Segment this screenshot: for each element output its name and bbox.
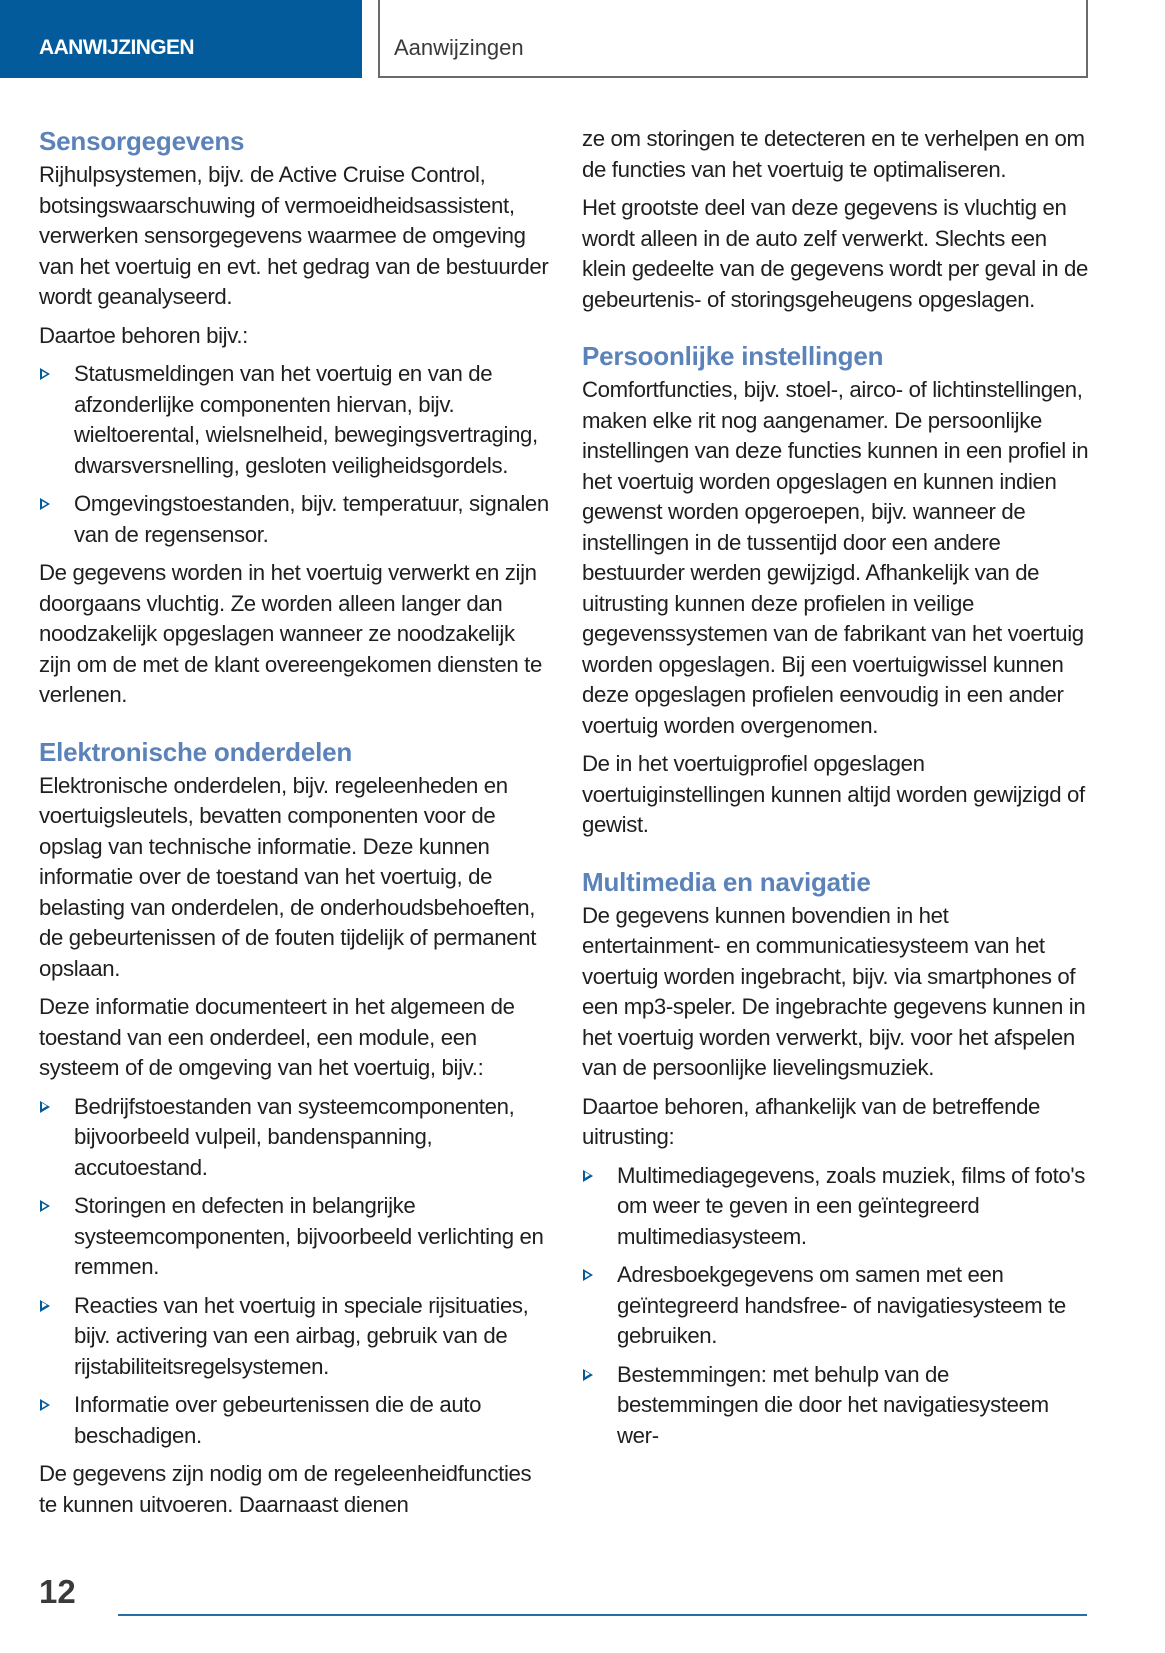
section-title: Aanwijzingen [394, 35, 524, 60]
list-item: Reacties van het voertuig in speciale rijsituaties, bijv. activering van een airbag, gebruik van de rijstabiliteitsregelsystemen. [39, 1291, 549, 1383]
paragraph: Het grootste deel van deze gegevens is vluchtig en wordt alleen in de auto zelf verwerkt. Slechts een klein gedeelte van de gegevens wordt per geval in de gebeurtenis- of storingsgeheugens opgeslagen. [582, 195, 1089, 312]
triangle-bullet-icon [40, 368, 50, 380]
triangle-bullet-icon [40, 1399, 50, 1411]
section-title-box [378, 0, 1088, 78]
list-item: Adresboekgegevens om samen met een geïntegreerd handsfree- of navigatiesysteem te gebruiken. [582, 1260, 1092, 1352]
list-item: Storingen en defecten in belangrijke systeemcomponenten, bijvoorbeeld verlichting en remmen. [39, 1191, 549, 1283]
footer-divider [118, 1614, 1087, 1616]
paragraph: Elektronische onderdelen, bijv. regeleenheden en voertuigsleutels, bevatten componenten voor de opslag van technische informatie. Deze kunnen informatie over de toestand van het voertuig, de belasting van onderdelen, de onderhoudsbehoeften, de gebeurtenissen of de fouten tijdelijk of permanent opslaan. [39, 772, 537, 981]
paragraph: Rijhulpsystemen, bijv. de Active Cruise Control, botsingswaarschuwing of vermoeidheidsassistent, verwerken sensorgegevens waarmee de omgeving van het voertuig en evt. het gedrag van de bestuurder wordt geanalyseerd. [39, 162, 549, 309]
paragraph: Daartoe behoren, afhankelijk van de betreffende uitrusting: [582, 1093, 1041, 1149]
paragraph: De gegevens zijn nodig om de regeleenheidfuncties te kunnen uitvoeren. Daarnaast dienen [39, 1461, 532, 1517]
list-item: Statusmeldingen van het voertuig en van de afzonderlijke componenten hiervan, bijv. wieltoerental, wielsnelheid, bewegingsvertraging, dwarsversnelling, gesloten veiligheidsgordels. [39, 359, 549, 481]
triangle-bullet-icon [583, 1269, 593, 1281]
bullet-list [39, 359, 549, 550]
heading-persoonlijke-instellingen: Persoonlijke instellingen [582, 341, 884, 371]
page-number: 12 [39, 1573, 76, 1610]
triangle-bullet-icon [583, 1369, 593, 1381]
left-column [39, 124, 549, 1528]
list-item: Multimediagegevens, zoals muziek, films of foto's om weer te geven in een geïntegreerd multimediasysteem. [582, 1161, 1092, 1253]
triangle-bullet-icon [40, 1300, 50, 1312]
right-column [582, 124, 1092, 1459]
heading-sensorgegevens: Sensorgegevens [39, 126, 245, 156]
triangle-bullet-icon [40, 498, 50, 510]
paragraph: Deze informatie documenteert in het algemeen de toestand van een onderdeel, een module, een systeem of de omgeving van het voertuig, bijv.: [39, 994, 515, 1080]
heading-multimedia-en-navigatie: Multimedia en navigatie [582, 866, 871, 897]
heading-elektronische-onderdelen: Elektronische onderdelen [39, 736, 353, 767]
paragraph: Comfortfuncties, bijv. stoel-, airco- of lichtinstellingen, maken elke rit nog aangenamer. De persoonlijke instellingen van deze functies kunnen in een profiel in het voertuig worden opgeslagen en kunnen indien gewenst worden opgeroepen, bijv. wanneer de instellingen in de tussentijd door een andere bestuurder werden gewijzigd. Afhankelijk van de uitrusting kunnen deze profielen in veilige gegevenssystemen van de fabrikant van het voertuig worden opgeslagen. Bij een voertuigwissel kunnen deze opgeslagen profielen eenvoudig in een ander voertuig worden overgenomen. [582, 377, 1089, 738]
paragraph: ze om storingen te detecteren en te verhelpen en om de functies van het voertuig te optimaliseren. [582, 126, 1085, 182]
list-item: Bedrijfstoestanden van systeemcomponenten, bijvoorbeeld vulpeil, bandenspanning, accutoestand. [39, 1092, 549, 1184]
bullet-list [582, 1161, 1092, 1452]
triangle-bullet-icon [40, 1101, 50, 1113]
paragraph: De gegevens worden in het voertuig verwerkt en zijn doorgaans vluchtig. Ze worden alleen langer dan noodzakelijk opgeslagen wanneer ze noodzakelijk zijn om de met de klant overeengekomen diensten te verlenen. [39, 560, 542, 707]
triangle-bullet-icon [40, 1200, 50, 1212]
paragraph: Daartoe behoren bijv.: [39, 322, 248, 348]
section-tab-label: AANWIJZINGEN [39, 36, 194, 59]
paragraph: De in het voertuigprofiel opgeslagen voertuiginstellingen kunnen altijd worden gewijzigd of gewist. [582, 751, 1085, 837]
list-item: Informatie over gebeurtenissen die de auto beschadigen. [39, 1390, 549, 1451]
section-tab [0, 0, 362, 78]
list-item: Omgevingstoestanden, bijv. temperatuur, signalen van de regensensor. [39, 489, 549, 550]
list-item: Bestemmingen: met behulp van de bestemmingen die door het navigatiesysteem wer- [582, 1360, 1092, 1452]
triangle-bullet-icon [583, 1170, 593, 1182]
bullet-list [39, 1092, 549, 1452]
paragraph: De gegevens kunnen bovendien in het entertainment- en communicatiesysteem van het voertuig worden ingebracht, bijv. via smartphones of een mp3-speler. De ingebrachte gegevens kunnen in het voertuig worden verwerkt, bijv. voor het afspelen van de persoonlijke lievelingsmuziek. [582, 902, 1086, 1080]
